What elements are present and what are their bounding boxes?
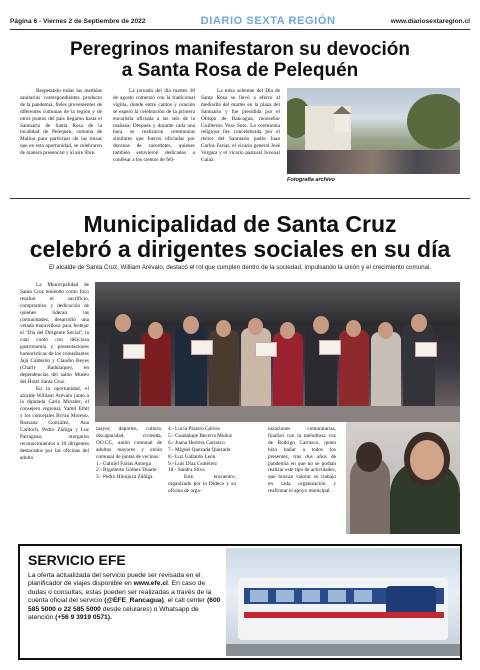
header-rule xyxy=(10,29,470,30)
article2-col4: nizaciones comunitarias, finalizó con la melodiosa voz de Rodrigo Carrasco, quien hizo bailar a todos los presentes, tras dos años de pandemia en que no se podían realizar este tipo de actividades, que buscan valorar su trabajo en cada organización y reafirmar el apoyo municipal. xyxy=(268,426,336,495)
article2-col1: La Municipalidad de Santa Cruz teniendo como foco resaltar el sacrificio, compromiso y dedicación de quienes lideran las comunidades, desarrolló una velada maravillosa para festejar el "Día del Dirigente Social", la cual contó con deliciosa gastronomía y presentaciones humorísticas de los comediantes Jajá Calderón y Claudio Reyes (Charly Badulaque), en dependencias del salón Museo del Hotel Santa Cruz. En la oportunidad, el alcalde William Arévalo junto a la diputada Carla Morales; el consejero regional, Yamil Ethit y los concejales Bryan Moreno, Rossana González, Ana Cardoch, Pedro Zúñiga y Luz Parraguez, otorgaron reconocimientos a 10 dirigentes destacados por las oficinas del adulto xyxy=(20,282,89,461)
article1-title-line1: Peregrinos manifestaron su devoción xyxy=(70,39,410,60)
train-photo xyxy=(226,548,460,656)
article2-portrait-photo xyxy=(346,422,460,534)
ad-title: SERVICIO EFE xyxy=(28,552,126,568)
article1-photo xyxy=(287,88,460,174)
article2-title xyxy=(10,212,470,262)
article2-col3: 4.- Lucía Pizarro Gálvez 5.- Guadalupe Becerra Muñoz 6.- Juana Herrera Carrasco 7.- Miguel Quezada Quezada 8.- Luz Gallardo León 9.- Luis Díaz Gutiérrez 10.- Sandra Silva Este encuentro, organizado por la Dideco y su oficina de orga- xyxy=(168,426,236,495)
page-header xyxy=(10,14,470,28)
article2-group-photo xyxy=(95,282,460,422)
article2-title-line2: celebró a dirigentes sociales en su día xyxy=(29,236,451,262)
article1-title-line2: a Santa Rosa de Pelequén xyxy=(121,60,359,81)
efe-service-ad xyxy=(18,544,462,660)
ad-handle[interactable]: (@EFE_Rancagua) xyxy=(104,597,164,605)
article2-subtitle: El alcalde de Santa Cruz, William Arévalo, destacó el rol que cumplen dentro de la sociedad, impulsando la unión y el crecimiento comunal. xyxy=(48,264,432,271)
article2-title-line1: Municipalidad de Santa Cruz xyxy=(83,211,397,237)
publication-name: DIARIO SEXTA REGIÓN xyxy=(200,15,336,27)
page-date: Página 6 - Viernes 2 de Septiembre de 2022 xyxy=(10,17,146,25)
ad-body: La oferta actualizada del servicio puede ser revisada en el planificador de viajes disponible en www.efe.cl. En caso de dudas o consultas, estas pueden ser realizadas a través de la cuenta oficial del servicio (@EFE_Rancagua), el call center (600 585 5000 o 22 585 5000 desde celulares) o Whatsapp de atención (+56 9 3919 0571). xyxy=(28,572,221,622)
ad-phone: (600 585 5000 o 22 585 5000 xyxy=(28,597,221,613)
photo-caption: Fotografía archivo xyxy=(287,177,335,183)
article1-col2: La jornada del día martes 30 de agosto comenzó con la tradicional vigilia, donde entre cantos y oración se esperó la celebración de la primera eucaristía oficiada a las seis de la mañana. Después y durante cada una hora se realizaron ceremonias similares que fueron oficiadas por decenas de sacerdotes, quienes también estuvieron dedicados a confesar a los cientos de feli- xyxy=(113,88,195,164)
article1-title xyxy=(10,39,470,81)
ad-whatsapp: (+56 9 3919 0571). xyxy=(55,614,112,622)
ad-website[interactable]: www.efe.cl xyxy=(133,580,168,588)
website-link[interactable]: www.diariosextaregion.cl xyxy=(390,17,470,25)
article2-col2: mayor, deportes, cultura, discapacidad, vivienda, OO.CC, unión comunal de adultos mayores y unión comunal de juntas de vecinos: 1.- Gabriel Farías Astorga 2.- Rigoberto Gómez Duarte 3.- Pedro Hinojoza Zúñiga xyxy=(96,426,162,481)
article1-col3: La misa solemne del Día de Santa Rosa se llevó a efecto al mediodía del martes en la plaza del Santuario y fue presidida por el Obispo de Rancagua, monseñor Guillermo Vera Soto. La ceremonia religiosa fue concelebrada por el rector del Santuario padre Juan Carlos Farías, el vicario general José Vergara y el vicario pastoral Juvenal Galaz. xyxy=(201,88,280,164)
article1-col1: Respetando todas las medidas sanitarias correspondientes producto de la pandemia, fieles provenientes de diferentes comunas de la región y de otros puntos del país llegaron hasta el Santuario de Santa Rosa de la localidad de Pelequén, comuna de Malloa para participar de las misas que en esta oportunidad, se celebraron de manera presencial y al aire libre. xyxy=(20,88,102,157)
section-divider xyxy=(10,198,470,199)
